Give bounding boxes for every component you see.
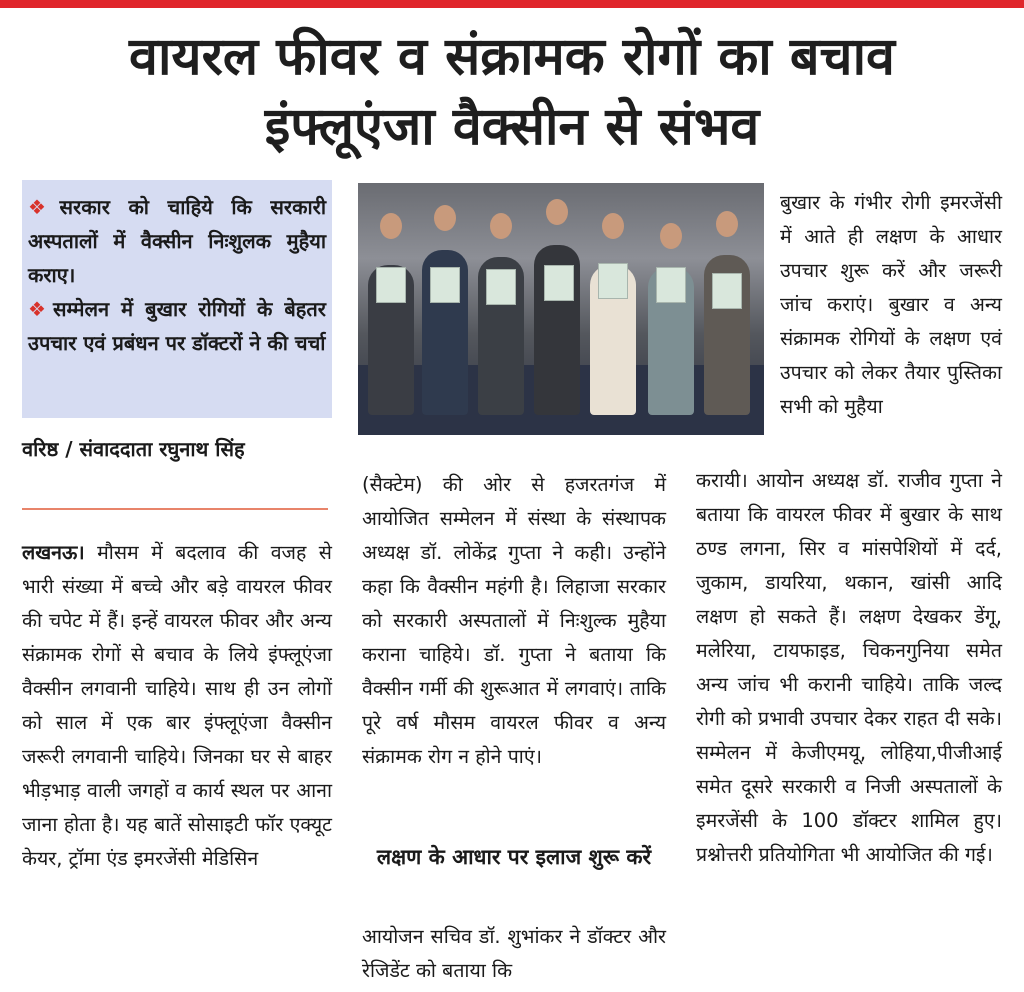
photo-booklet (712, 273, 742, 309)
article-column-2 (362, 468, 666, 774)
byline: वरिष्ठ / संवाददाता रघुनाथ सिंह (22, 437, 245, 461)
article-column-3-bottom (696, 464, 1002, 872)
headline-line-2: इंफ्लूएंजा वैक्सीन से संभव (264, 97, 760, 157)
photo-booklet (486, 269, 516, 305)
photo-head (546, 199, 568, 225)
column-3-text-bottom: करायी। आयोन अध्यक्ष डॉ. राजीव गुप्ता ने बताया कि वायरल फीवर में बुखार के साथ ठण्ड लगना, सिर व मांसपेशियों में दर्द, जुकाम, डायरिया, थकान, खांसी आदि लक्षण हो सकते हैं। लक्षण देखकर डेंगू, मलेरिया, टायफाइड, चिकनगुनिया समेत अन्य जांच भी करानी चाहिये। ताकि जल्द रोगी को प्रभावी उपचार देकर राहत दी सके। सम्मेलन में केजीएमयू, लोहिया,पीजीआई समेत दूसरे सरकारी व निजी अस्पतालों के इमरजेंसी के 100 डॉक्टर शामिल हुए। प्रश्नोत्तरी प्रतियोगिता भी आयोजित की गई। (696, 469, 1002, 866)
photo-booklet (430, 267, 460, 303)
event-photo (358, 183, 764, 435)
photo-head (716, 211, 738, 237)
diamond-bullet-icon: ❖ (28, 195, 58, 219)
article-column-3-top (780, 186, 1002, 424)
photo-booklet (376, 267, 406, 303)
diamond-bullet-icon: ❖ (28, 297, 52, 321)
subheading: लक्षण के आधार पर इलाज शुरू करें (376, 845, 652, 869)
photo-booklet (544, 265, 574, 301)
photo-head (380, 213, 402, 239)
article-column-1 (22, 536, 332, 876)
headline-line-1: वायरल फीवर व संक्रामक रोगों का बचाव (129, 27, 895, 87)
column-2-text: (सैक्टेम) की ओर से हजरतगंज में आयोजित सम्मेलन में संस्था के संस्थापक अध्यक्ष डॉ. लोकेंद्र गुप्ता ने कही। उन्होंने कहा कि वैक्सीन महंगी है। लिहाजा सरकार को सरकारी अस्पतालों में निःशुल्क मुहैया कराना चाहिये। डॉ. गुप्ता ने बताया कि वैक्सीन गर्मी की शुरूआत में लगवाएं। ताकि पूरे वर्ष मौसम वायरल फीवर व अन्य संक्रामक रोग न होने पाएं। (362, 473, 666, 768)
column-3-text-top: बुखार के गंभीर रोगी इमरजेंसी में आते ही लक्षण के आधार उपचार शुरू करें और जरूरी जांच कराएं। बुखार व अन्य संक्रामक रोगियों के लक्षण एवं उपचार को लेकर तैयार पुस्तिका सभी को मुहैया (780, 191, 1002, 418)
photo-head (660, 223, 682, 249)
highlight-item-2: ❖ सम्मेलन में बुखार रोगियों के बेहतर उपचार एवं प्रबंधन पर डॉक्टरों ने की चर्चा (28, 297, 326, 355)
photo-booklet (656, 267, 686, 303)
highlight-box (22, 180, 332, 418)
headline (0, 22, 1024, 162)
byline-divider (22, 508, 328, 510)
photo-booklet (598, 263, 628, 299)
photo-head (434, 205, 456, 231)
photo-head (602, 213, 624, 239)
photo-head (490, 213, 512, 239)
article-column-2-continued (362, 920, 666, 988)
dateline: लखनऊ। (22, 541, 85, 564)
column-1-text: लखनऊ। मौसम में बदलाव की वजह से भारी संख्या में बच्चे और बड़े वायरल फीवर की चपेट में हैं। इन्हें वायरल फीवर और अन्य संक्रामक रोगों से बचाव के लिये इंफ्लूएंजा वैक्सीन लगवानी चाहिये। साथ ही उन लोगों को साल में एक बार इंफ्लूएंजा वैक्सीन जरूरी लगवानी चाहिये। जिनका घर से बाहर भीड़भाड़ वाली जगहों व कार्य स्थल पर आना जाना होता है। यह बातें सोसाइटी फॉर एक्यूट केयर, ट्रॉमा एंड इमरजेंसी मेडिसिन (22, 541, 332, 870)
column-2-text-continued: आयोजन सचिव डॉ. शुभांकर ने डॉक्टर और रेजिडेंट को बताया कि (362, 925, 666, 982)
top-red-bar (0, 0, 1024, 8)
highlight-item-1: ❖ सरकार को चाहिये कि सरकारी अस्पतालों में वैक्सीन निःशुलक मुहैया कराए। (28, 195, 326, 287)
